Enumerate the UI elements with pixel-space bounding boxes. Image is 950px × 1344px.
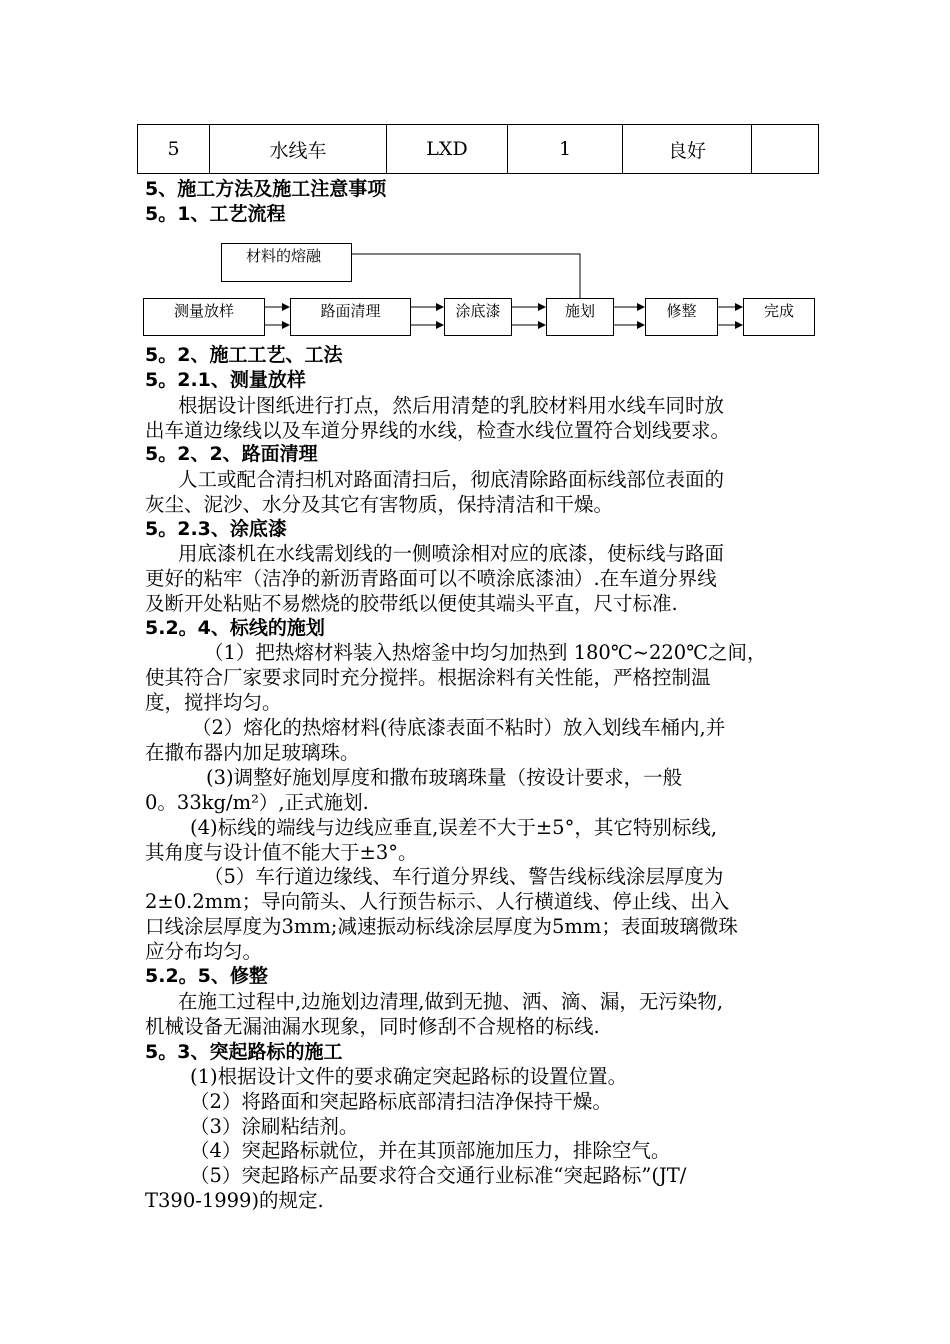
table-cell-quantity: 1 [508,125,623,174]
paragraph-line: 口线涂层厚度为3mm;减速振动标线涂层厚度为5mm；表面玻璃微珠 [145,915,738,938]
flow-step-apply: 施划 [546,298,614,336]
section-heading-5: 5、施工方法及施工注意事项 [145,178,387,200]
section-heading-5-2-5: 5.2。5、修整 [145,965,268,987]
paragraph-line: 用底漆机在水线需划线的一侧喷涂相对应的底漆，使标线与路面 [178,542,725,565]
section-heading-5-2-1: 5。2.1、测量放样 [145,369,306,391]
flow-step-clean: 路面清理 [290,298,411,336]
paragraph-line: 使其符合厂家要求同时充分搅拌。根据涂料有关性能，严格控制温 [145,666,711,689]
paragraph-line: （1）把热熔材料装入热熔釜中均匀加热到 180℃~220℃之间， [204,641,767,664]
paragraph-line: (4)标线的端线与边线应垂直,误差不大于±5°，其它特别标线, [190,816,718,839]
table-cell-condition: 良好 [623,125,752,174]
paragraph-line: （2）熔化的热熔材料(待底漆表面不粘时）放入划线车桶内,并 [192,716,726,739]
paragraph-line: 机械设备无漏油漏水现象，同时修刮不合规格的标线. [145,1015,600,1038]
flow-box-material-melting: 材料的熔融 [221,243,352,282]
paragraph-line: （2）将路面和突起路标底部清扫洁净保持干燥。 [190,1090,612,1113]
paragraph-line: 更好的粘牢（洁净的新沥青路面可以不喷涂底漆油）.在车道分界线 [145,567,717,590]
table-cell-name: 水线车 [210,125,387,174]
flow-step-survey: 测量放样 [143,298,265,336]
paragraph-line: （4）突起路标就位，并在其顶部施加压力，排除空气。 [190,1139,671,1162]
paragraph-line: 及断开处粘贴不易燃烧的胶带纸以便使其端头平直，尺寸标准. [145,592,678,615]
paragraph-line: T390-1999)的规定. [145,1189,324,1212]
section-heading-5-2-2: 5。2、2、路面清理 [145,443,318,465]
paragraph-line: 其角度与设计值不能大于±3°。 [145,841,418,864]
paragraph-line: （3）涂刷粘结剂。 [190,1115,359,1138]
paragraph-line: 在撒布器内加足玻璃珠。 [145,741,360,764]
paragraph-line: （5）突起路标产品要求符合交通行业标准“突起路标”(JT/ [190,1164,687,1187]
table-cell-index: 5 [138,125,210,174]
paragraph-line: 在施工过程中,边施划边清理,做到无抛、洒、滴、漏，无污染物, [178,990,724,1013]
paragraph-line: 应分布均匀。 [145,940,263,963]
paragraph-line: 灰尘、泥沙、水分及其它有害物质，保持清洁和干燥。 [145,493,614,516]
table-cell-model: LXD [387,125,508,174]
section-heading-5-2: 5。2、施工工艺、工法 [145,344,343,366]
paragraph-line: 0。33kg/m²）,正式施划. [145,791,369,814]
paragraph-line: 人工或配合清扫机对路面清扫后，彻底清除路面标线部位表面的 [178,468,725,491]
paragraph-line: 根据设计图纸进行打点，然后用清楚的乳胶材料用水线车同时放 [178,394,725,417]
paragraph-line: （5）车行道边缘线、车行道分界线、警告线标线涂层厚度为 [204,865,724,888]
flow-step-trim: 修整 [645,298,718,336]
paragraph-line: 出车道边缘线以及车道分界线的水线，检查水线位置符合划线要求。 [145,419,731,442]
paragraph-line: 度，搅拌均匀。 [145,691,282,714]
flow-step-complete: 完成 [743,298,815,336]
paragraph-line: (1)根据设计文件的要求确定突起路标的设置位置。 [190,1065,628,1088]
section-heading-5-2-3: 5。2.3、涂底漆 [145,518,287,540]
flow-step-primer: 涂底漆 [444,298,512,336]
paragraph-line: (3)调整好施划厚度和撒布玻璃珠量（按设计要求，一般 [206,766,683,789]
section-heading-5-3: 5。3、突起路标的施工 [145,1041,343,1063]
section-heading-5-1: 5。1、工艺流程 [145,203,286,225]
paragraph-line: 2±0.2mm；导向箭头、人行预告标示、人行横道线、停止线、出入 [145,890,730,913]
section-heading-5-2-4: 5.2。4、标线的施划 [145,617,325,639]
